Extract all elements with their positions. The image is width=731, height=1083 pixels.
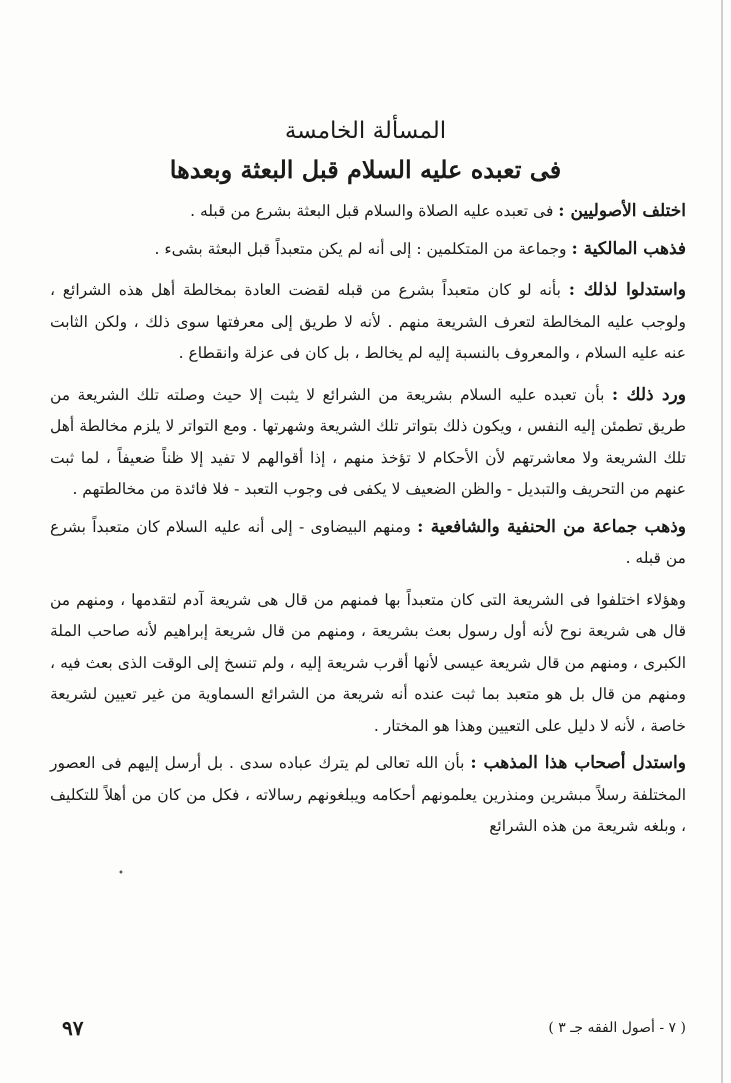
section-subtitle: فى تعبده عليه السلام قبل البعثة وبعدها xyxy=(169,155,562,184)
paragraph-lead: واستدلوا لذلك : xyxy=(568,280,686,300)
paragraph-text: بأن الله تعالى لم يترك عباده سدى . بل أرسل إليهم فى العصور المختلفة رسلاً مبشرين ومنذرين يعلمونهم أحكامه ويبلغونهم رسالاته ، فكل من كان من أهلاً للتكليف ، وبلغه شريعة من هذه الشرائع xyxy=(50,754,686,835)
footnote-reference: ( ٧ - أصول الفقه جـ ٣ ) xyxy=(548,1020,686,1036)
paragraph-text: بأن تعبده عليه السلام بشريعة من الشرائع لا يثبت إلا حيث وصلته تلك الشريعة من طريق تطمئن إليه النفس ، ويكون ذلك بتواتر تلك الشريعة وشهرتها . ومع التواتر لا يلزم مخالطة أهل تلك الشريعة ولا معاشرتهم لأن الأحكام لا تؤخذ منهم ، إذا أقوالهم لا تفيد إلا ظناً ضعيفاً ، لما ثبت عنهم من التحريف والتبديل - والظن الضعيف لا يكفى فى وجوب التعبد - فلا فائدة من مخالطتهم . xyxy=(50,385,686,498)
paragraph-lead: فذهب المالكية : xyxy=(571,238,686,259)
paragraph-lead: واستدل أصحاب هذا المذهب : xyxy=(470,753,686,773)
section-header xyxy=(60,112,671,190)
paragraph-lead: ورد ذلك : xyxy=(611,384,686,405)
paragraph-text: وجماعة من المتكلمين : إلى أنه لم يكن متعبداً قبل البعثة بشىء . xyxy=(154,239,572,258)
page-edge-shadow xyxy=(721,0,723,1083)
paragraph-text: وهؤلاء اختلفوا فى الشريعة التى كان متعبداً بها فمنهم من قال هى شريعة آدم لتقدمها ، ومنهم من قال هى شريعة نوح لأنه أول رسول بعث بشريعة ، ومنهم من قال شريعة إبراهيم لأنه صاحب الملة الكبرى ، ومنهم من قال شريعة عيسى لأنها أقرب شريعة إليه ، ولم تنسخ إلى الوقت الذى بعث فيه ، ومنهم من قال بل هو متعبد بما ثبت عنده أنه شريعة من الشرائع السماوية من غير تعيين لشريعة خاصة ، لأنه لا دليل على التعيين وهذا هو المختار . xyxy=(50,590,686,735)
paragraph xyxy=(50,234,686,266)
paragraph xyxy=(50,748,686,843)
paragraph xyxy=(50,585,686,743)
paragraph xyxy=(50,275,686,370)
paragraph-text: بأنه لو كان متعبداً بشرع من قبله لقضت العادة بمخالطة أهل هذه الشرائع ، ولوجب عليه المخالطة لتعرف الشريعة منهم . لأنه لا طريق إلى معرفتها سوى ذلك ، ولكن الثابت عنه عليه السلام ، والمعروف بالنسبة إليه لم يخالط ، بل كان فى عزلة وانقطاع . xyxy=(50,281,686,362)
paragraph-text: فى تعبده عليه الصلاة والسلام قبل البعثة بشرع من قبله . xyxy=(190,202,559,220)
stray-dot: • xyxy=(118,868,124,879)
paragraph xyxy=(50,196,686,228)
paragraph xyxy=(50,512,686,575)
page-number: ٩٧ xyxy=(62,1016,84,1040)
paragraph-lead: اختلف الأصوليين : xyxy=(558,201,686,221)
section-title: المسألة الخامسة xyxy=(284,118,447,144)
body-text xyxy=(50,196,686,843)
paragraph-lead: وذهب جماعة من الحنفية والشافعية : xyxy=(417,516,686,537)
paragraph xyxy=(50,380,686,506)
paragraph-text: ومنهم البيضاوى - إلى أنه عليه السلام كان متعبداً بشرع من قبله . xyxy=(50,517,686,567)
